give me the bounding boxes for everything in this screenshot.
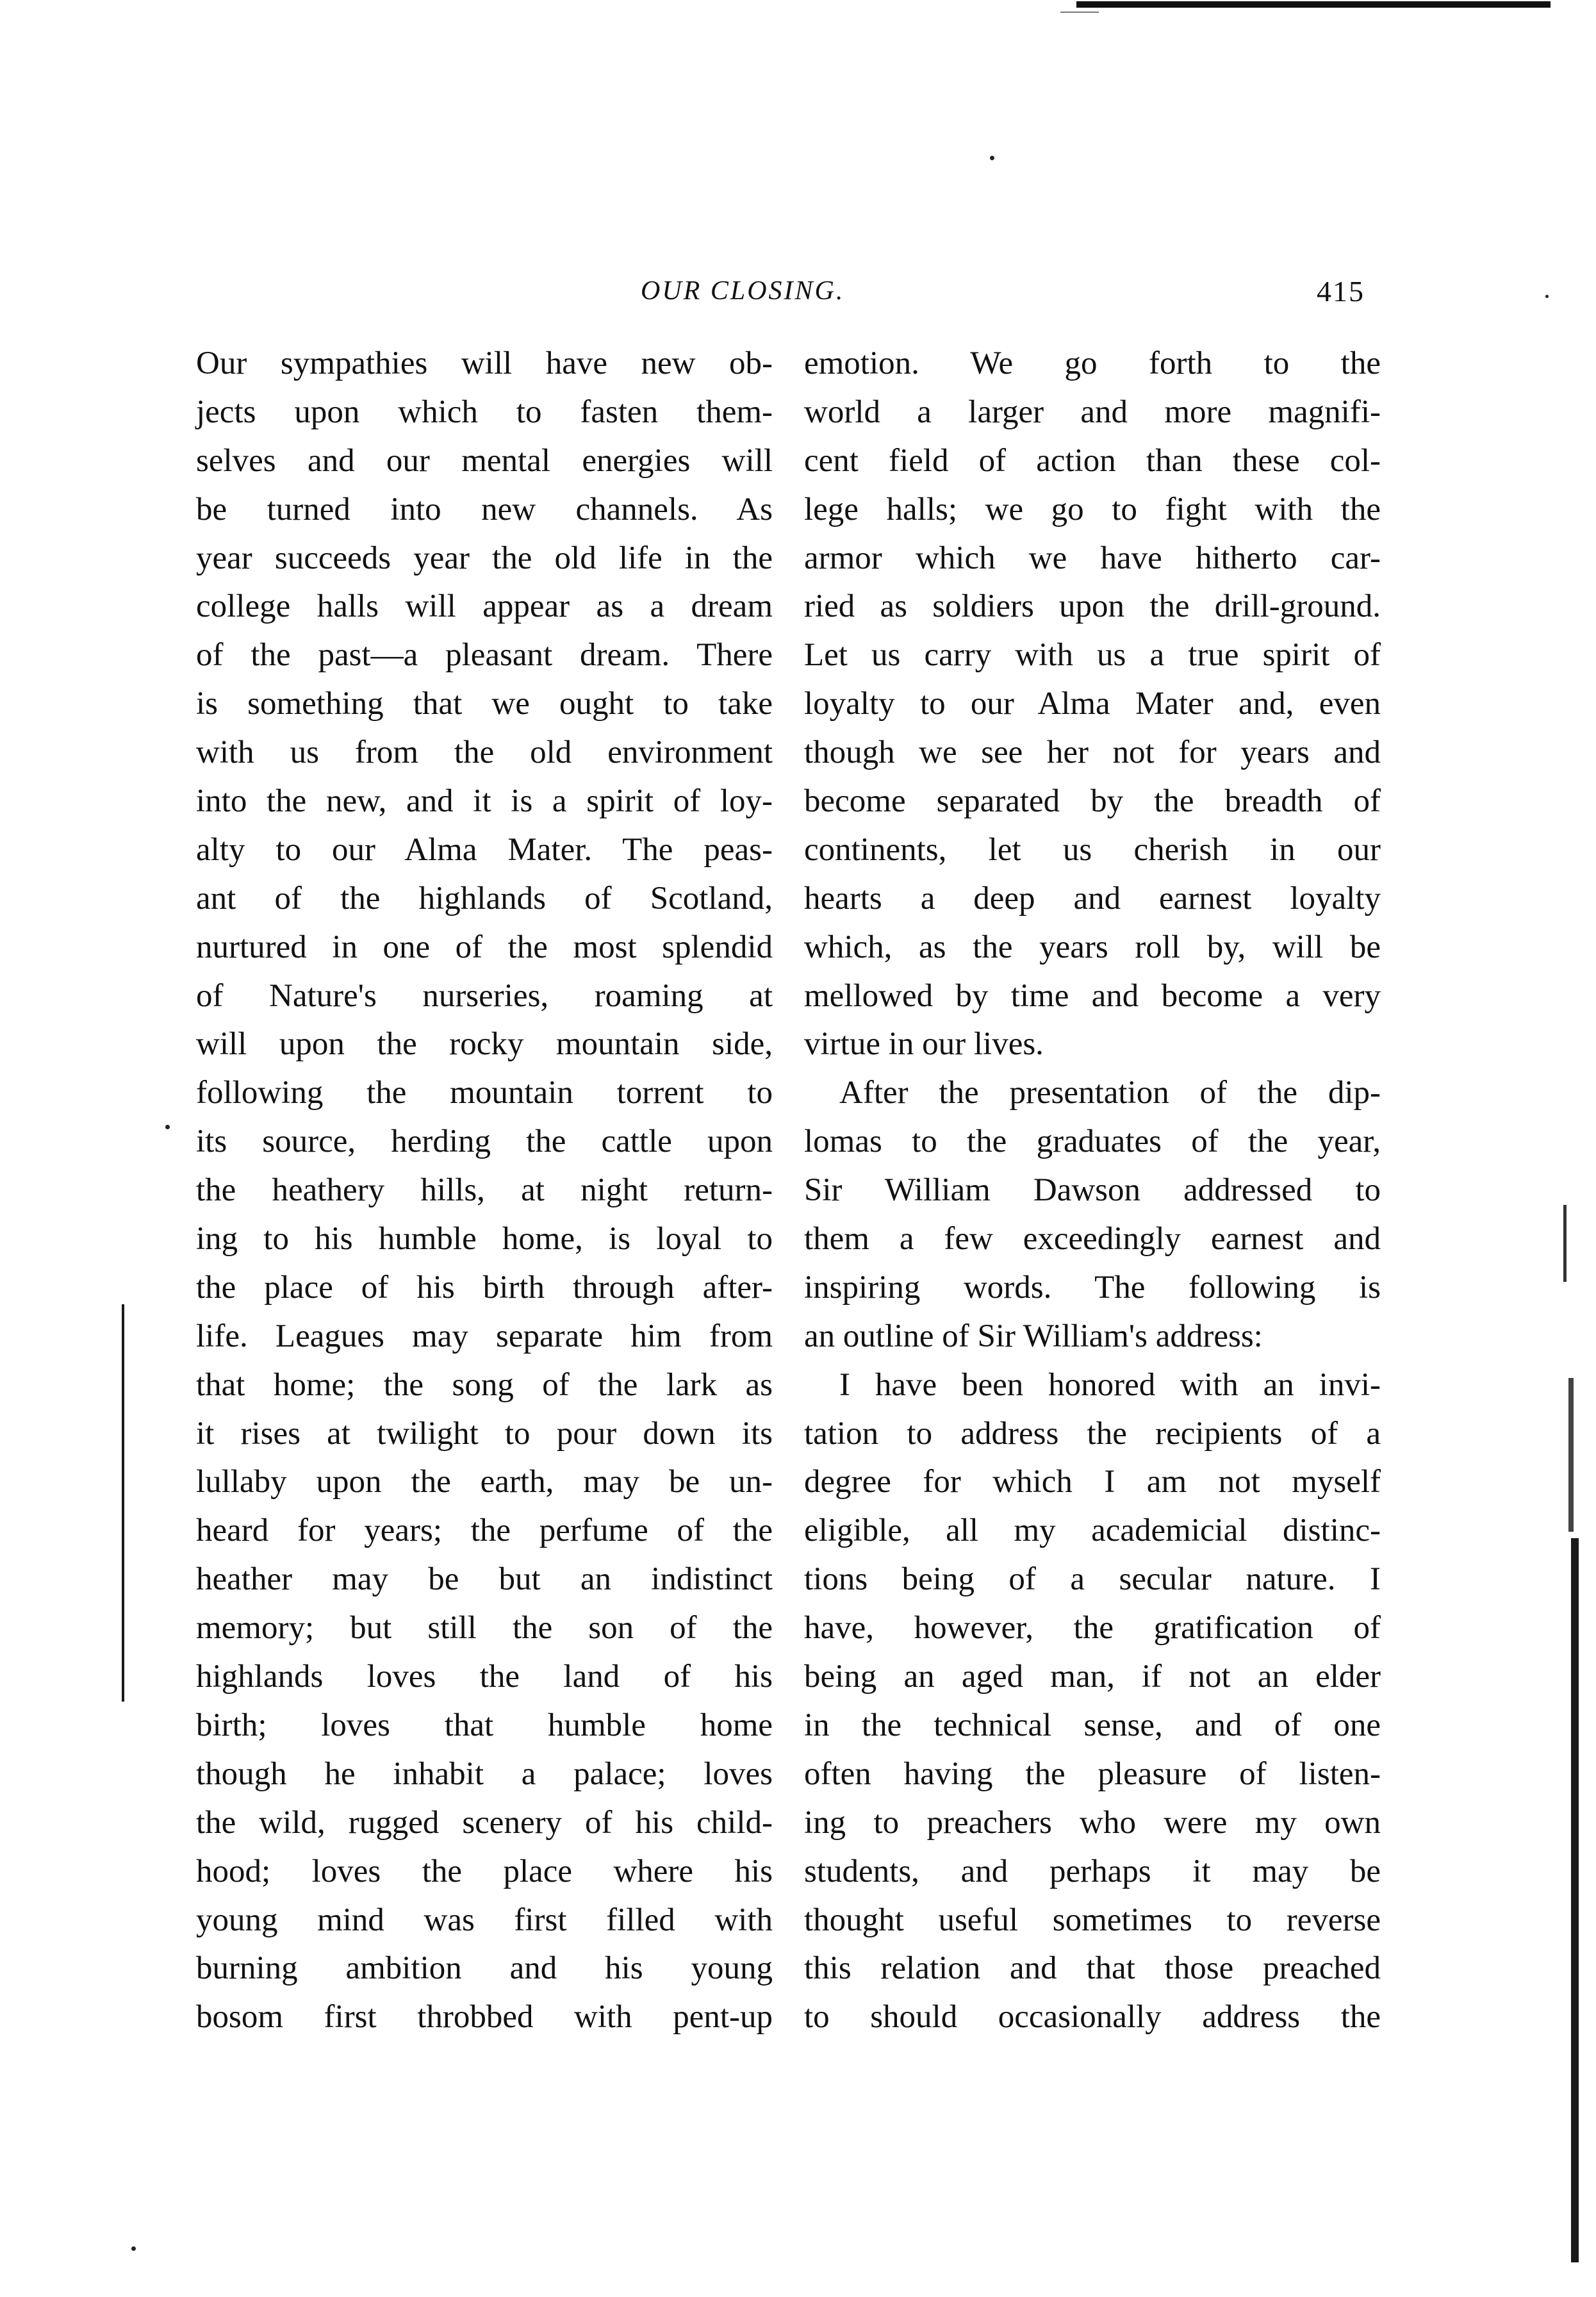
text-line: have, however, the gratification of	[804, 1610, 1381, 1646]
text-line: alty to our Alma Mater. The peas-	[196, 831, 773, 868]
scan-speck	[1545, 295, 1549, 298]
text-line: world a larger and more magnifi-	[804, 394, 1381, 430]
page-number: 415	[1317, 275, 1365, 308]
text-line: virtue in our lives.	[804, 1026, 1044, 1063]
text-line: armor which we have hitherto car-	[804, 540, 1381, 576]
scan-speck	[990, 156, 994, 160]
scan-left-edge-mark	[122, 1304, 124, 1702]
text-line: ing to his humble home, is loyal to	[196, 1221, 773, 1257]
text-line: following the mountain torrent to	[196, 1075, 773, 1111]
text-line: nurtured in one of the most splendid	[196, 929, 773, 965]
text-line: hearts a deep and earnest loyalty	[804, 880, 1381, 916]
text-line: though he inhabit a palace; loves	[196, 1755, 773, 1792]
text-line: emotion. We go forth to the	[804, 345, 1381, 381]
text-line: that home; the song of the lark as	[196, 1366, 773, 1403]
scan-right-edge-mark	[1571, 1538, 1579, 2262]
text-line: life. Leagues may separate him from	[196, 1318, 773, 1354]
text-line: After the presentation of the dip-	[839, 1075, 1381, 1111]
text-line: this relation and that those preached	[804, 1950, 1381, 1987]
text-line: them a few exceedingly earnest and	[804, 1221, 1381, 1257]
text-line: being an aged man, if not an elder	[804, 1659, 1381, 1695]
text-line: students, and perhaps it may be	[804, 1853, 1381, 1889]
text-line: eligible, all my academicial distinc-	[804, 1513, 1381, 1549]
text-line: the place of his birth through after-	[196, 1269, 773, 1306]
text-line: year succeeds year the old life in the	[196, 540, 773, 576]
text-line: highlands loves the land of his	[196, 1659, 773, 1695]
text-line: cent field of action than these col-	[804, 442, 1381, 479]
text-line: into the new, and it is a spirit of loy-	[196, 783, 773, 820]
text-line: heather may be but an indistinct	[196, 1561, 773, 1598]
scan-right-edge-mark	[1563, 1205, 1567, 1282]
text-line: selves and our mental energies will	[196, 442, 773, 479]
text-line: an outline of Sir William's address:	[804, 1318, 1263, 1354]
text-line: lullaby upon the earth, may be un-	[196, 1464, 773, 1500]
text-line: it rises at twilight to pour down its	[196, 1415, 773, 1452]
text-line: ant of the highlands of Scotland,	[196, 880, 773, 916]
text-line: heard for years; the perfume of the	[196, 1513, 773, 1549]
left-text-column	[196, 340, 773, 2042]
text-line: of Nature's nurseries, roaming at	[196, 977, 773, 1014]
text-line: be turned into new channels. As	[196, 491, 773, 527]
text-line: degree for which I am not myself	[804, 1464, 1381, 1500]
text-line: though we see her not for years and	[804, 734, 1381, 771]
text-line: in the technical sense, and of one	[804, 1707, 1381, 1743]
text-line: Our sympathies will have new ob-	[196, 345, 773, 381]
text-line: become separated by the breadth of	[804, 783, 1381, 820]
scan-top-rule	[1076, 1, 1551, 8]
text-line: the heathery hills, at night return-	[196, 1172, 773, 1209]
text-line: hood; loves the place where his	[196, 1853, 773, 1889]
text-line: thought useful sometimes to reverse	[804, 1902, 1381, 1938]
text-line: tation to address the recipients of a	[804, 1415, 1381, 1452]
text-line: Sir William Dawson addressed to	[804, 1172, 1381, 1209]
text-line: ried as soldiers upon the drill-ground.	[804, 588, 1381, 625]
scan-right-edge-mark	[1568, 1378, 1574, 1532]
text-line: which, as the years roll by, will be	[804, 929, 1381, 965]
text-line: Let us carry with us a true spirit of	[804, 637, 1381, 674]
text-line: college halls will appear as a dream	[196, 588, 773, 625]
text-line: loyalty to our Alma Mater and, even	[804, 686, 1381, 722]
text-line: inspiring words. The following is	[804, 1269, 1381, 1306]
text-line: to should occasionally address the	[804, 1999, 1381, 2036]
text-line: is something that we ought to take	[196, 686, 773, 722]
scan-speck	[131, 2246, 136, 2251]
text-line: lomas to the graduates of the year,	[804, 1124, 1381, 1160]
text-line: will upon the rocky mountain side,	[196, 1026, 773, 1063]
text-line: ing to preachers who were my own	[804, 1804, 1381, 1841]
text-line: I have been honored with an invi-	[839, 1366, 1381, 1403]
running-title: OUR CLOSING.	[641, 276, 845, 306]
right-text-column	[804, 340, 1381, 2042]
text-line: memory; but still the son of the	[196, 1610, 773, 1646]
text-line: bosom first throbbed with pent-up	[196, 1999, 773, 2036]
text-line: young mind was first filled with	[196, 1902, 773, 1938]
text-line: mellowed by time and become a very	[804, 977, 1381, 1014]
text-line: its source, herding the cattle upon	[196, 1124, 773, 1160]
text-line: of the past—a pleasant dream. There	[196, 637, 773, 674]
text-line: the wild, rugged scenery of his child-	[196, 1804, 773, 1841]
text-line: often having the pleasure of listen-	[804, 1755, 1381, 1792]
text-line: birth; loves that humble home	[196, 1707, 773, 1743]
text-line: with us from the old environment	[196, 734, 773, 771]
scan-speck	[165, 1125, 170, 1129]
scan-top-rule-faint	[1060, 12, 1099, 13]
text-line: lege halls; we go to fight with the	[804, 491, 1381, 527]
text-line: tions being of a secular nature. I	[804, 1561, 1381, 1598]
text-line: jects upon which to fasten them-	[196, 394, 773, 430]
text-line: burning ambition and his young	[196, 1950, 773, 1987]
text-line: continents, let us cherish in our	[804, 831, 1381, 868]
